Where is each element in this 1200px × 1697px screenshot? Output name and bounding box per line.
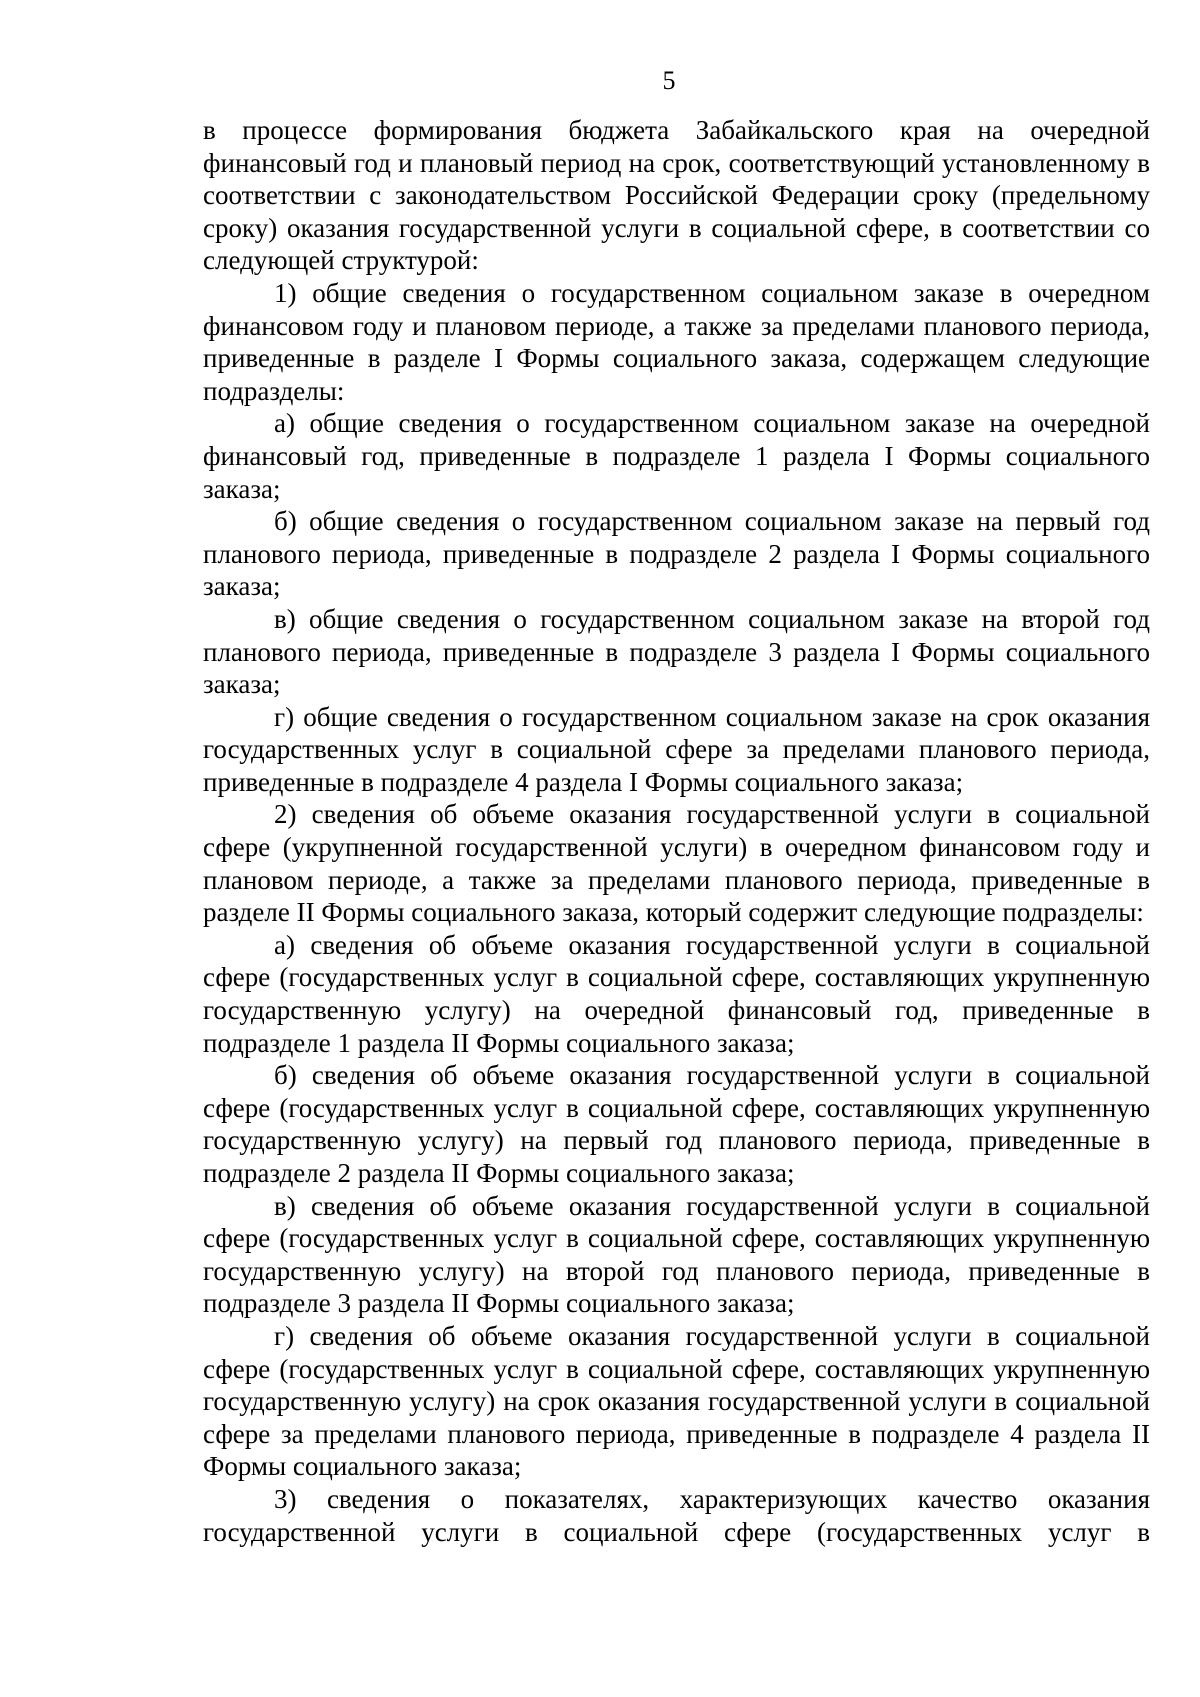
paragraph: 2) сведения об объеме оказания государственной услуги в социальной сфере (укрупненной государственной услуги) в очередном финансовом году и плановом периоде, а также за пределами планового периода, приведенные в разделе II Формы социального заказа, который содержит следующие подразделы: <box>203 799 1150 928</box>
page-number: 5 <box>662 66 676 95</box>
paragraph: в) сведения об объеме оказания государственной услуги в социальной сфере (государственных услуг в социальной сфере, составляющих укрупненную государственную услугу) на второй год планового периода, приведенные в подразделе 3 раздела II Формы социального заказа; <box>203 1190 1150 1319</box>
paragraph: в) общие сведения о государственном социальном заказе на второй год планового периода, приведенные в подразделе 3 раздела I Формы социального заказа; <box>203 603 1150 700</box>
paragraph: б) сведения об объеме оказания государственной услуги в социальной сфере (государственных услуг в социальной сфере, составляющих укрупненную государственную услугу) на первый год планового периода, приведенные в подразделе 2 раздела II Формы социального заказа; <box>203 1060 1150 1188</box>
document-body <box>203 114 1150 1548</box>
paragraph: б) общие сведения о государственном социальном заказе на первый год планового периода, приведенные в подразделе 2 раздела I Формы социального заказа; <box>203 506 1150 602</box>
paragraph: г) общие сведения о государственном социальном заказе на срок оказания государственных услуг в социальной сфере за пределами планового периода, приведенные в подразделе 4 раздела I Формы социального заказа; <box>203 701 1150 797</box>
paragraph: а) общие сведения о государственном социальном заказе на очередной финансовый год, приведенные в подразделе 1 раздела I Формы социального заказа; <box>203 408 1150 504</box>
paragraph: а) сведения об объеме оказания государственной услуги в социальной сфере (государственных услуг в социальной сфере, составляющих укрупненную государственную услугу) на очередной финансовый год, приведенные в подразделе 1 раздела II Формы социального заказа; <box>203 929 1150 1058</box>
paragraph: 3) сведения о показателях, характеризующих качество оказания государственной услуги в социальной сфере (государственных услуг в <box>203 1483 1150 1547</box>
paragraph: в процессе формирования бюджета Забайкальского края на очередной финансовый год и плановый период на срок, соответствующий установленному в соответствии с законодательством Российской Федерации сроку (предельному сроку) оказания государственной услуги в социальной сфере, в соответствии со следующей структурой: <box>203 115 1150 276</box>
paragraph: 1) общие сведения о государственном социальном заказе в очередном финансовом году и плановом периоде, а также за пределами планового периода, приведенные в разделе I Формы социального заказа, содержащем следующие подразделы: <box>203 277 1150 406</box>
paragraph: г) сведения об объеме оказания государственной услуги в социальной сфере (государственных услуг в социальной сфере, составляющих укрупненную государственную услугу) на срок оказания государственной услуги в социальной сфере за пределами планового периода, приведенные в подразделе 4 раздела II Формы социального заказа; <box>203 1320 1150 1482</box>
